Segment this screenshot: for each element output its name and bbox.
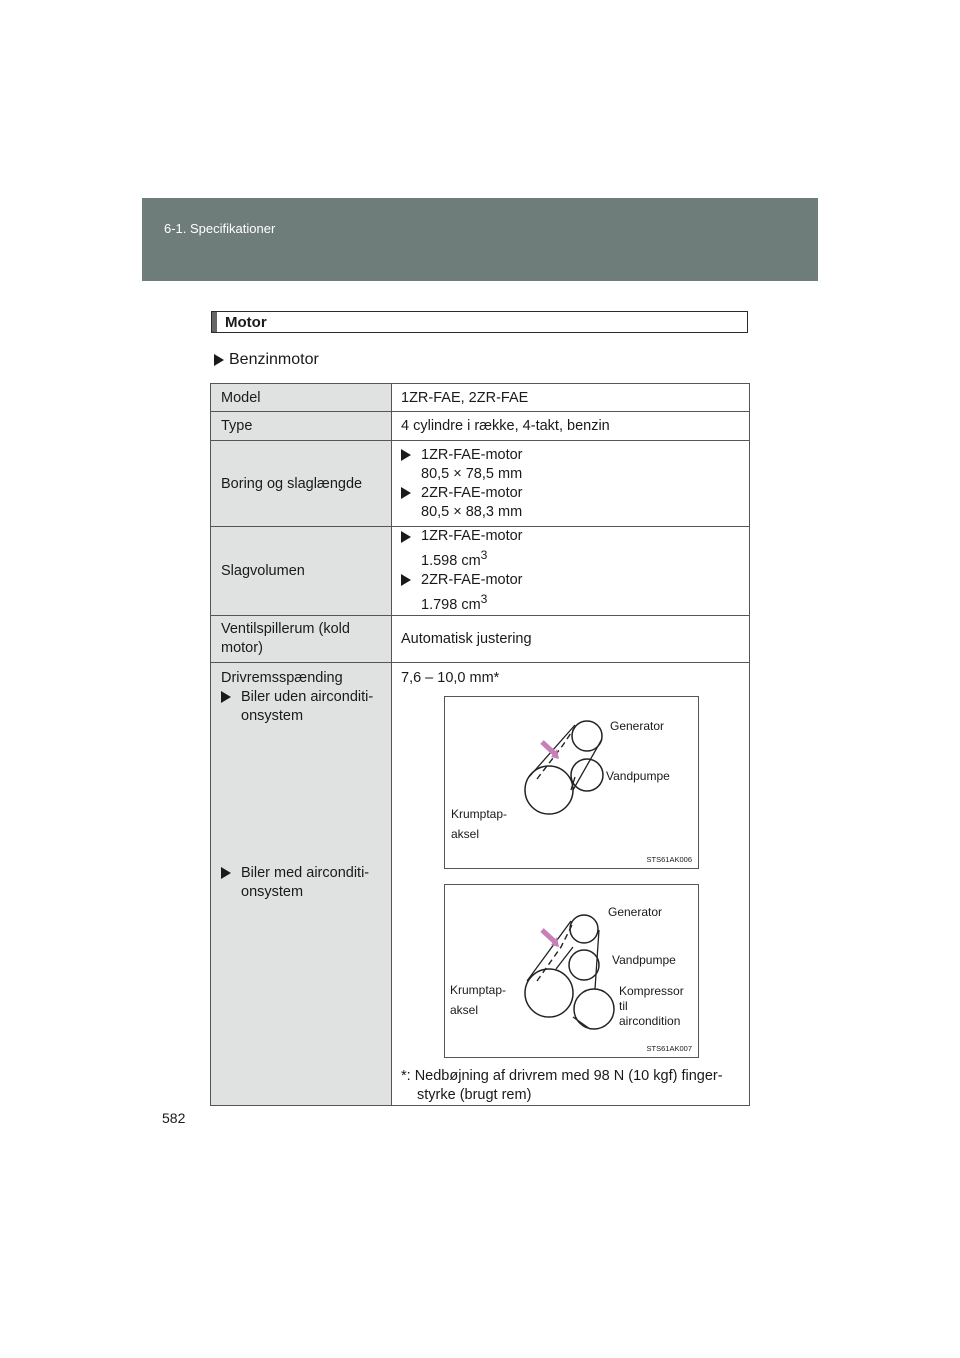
list-item: 2ZR-FAE-motor bbox=[401, 571, 739, 590]
triangle-bullet-icon bbox=[401, 487, 411, 499]
triangle-bullet-icon bbox=[221, 867, 231, 879]
specs-table bbox=[210, 383, 750, 1106]
row-label: Drivremsspænding Biler uden airconditi- onsystem Biler med airconditi- onsystem bbox=[211, 662, 392, 1105]
row-label: Type bbox=[211, 412, 392, 441]
triangle-bullet-icon bbox=[401, 531, 411, 543]
water-pump-label: Vandpumpe bbox=[606, 768, 670, 783]
crankshaft-label-line1: Krumptap- bbox=[451, 806, 508, 821]
row-value bbox=[392, 527, 750, 616]
table-row bbox=[211, 527, 750, 616]
generator-label: Generator bbox=[608, 904, 663, 919]
crankshaft-label-line1: Krumptap- bbox=[450, 982, 507, 997]
row-label: Ventilspillerum (kold motor) bbox=[211, 615, 392, 662]
list-item: 2ZR-FAE-motor bbox=[401, 484, 739, 503]
list-item: 1ZR-FAE-motor bbox=[401, 446, 739, 465]
list-item: Biler med airconditi- bbox=[221, 864, 381, 883]
section-breadcrumb: 6-1. Specifikationer bbox=[164, 221, 276, 236]
table-row bbox=[211, 384, 750, 412]
row-value bbox=[392, 441, 750, 527]
diagram-code: STS61AK006 bbox=[646, 854, 692, 864]
table-row bbox=[211, 412, 750, 441]
row-value: 7,6 – 10,0 mm* Generator Vandpumpe Krumptap- aksel STS61AK006 Generator Vandpumpe Krumptap- aksel Kompressor til aircondition STS61AK007 *: Nedbøjning af drivrem med 98 N (10 kgf) finger- styrke (brugt rem) bbox=[392, 662, 750, 1105]
row-value: Automatisk justering bbox=[392, 615, 750, 662]
ac-compressor-label-line2: til bbox=[619, 998, 628, 1013]
table-row bbox=[211, 441, 750, 527]
triangle-bullet-icon bbox=[214, 354, 224, 366]
list-item-value: 80,5 × 78,5 mm bbox=[421, 465, 523, 482]
table-row bbox=[211, 615, 750, 662]
page-header bbox=[142, 198, 818, 281]
section-title: Motor bbox=[225, 313, 267, 331]
row-value: 4 cylindre i række, 4-takt, benzin bbox=[392, 412, 750, 441]
row-label: Slagvolumen bbox=[211, 527, 392, 616]
section-title-box bbox=[211, 311, 748, 333]
crankshaft-label-line2: aksel bbox=[450, 1002, 479, 1017]
belt-diagram-with-ac bbox=[444, 884, 699, 1058]
subheading-text: Benzinmotor bbox=[229, 351, 319, 368]
footnote: *: Nedbøjning af drivrem med 98 N (10 kgf) finger- styrke (brugt rem) bbox=[401, 1067, 723, 1103]
belt-diagram-no-ac bbox=[444, 696, 699, 869]
triangle-bullet-icon bbox=[401, 449, 411, 461]
triangle-bullet-icon bbox=[401, 574, 411, 586]
row-value: 1ZR-FAE, 2ZR-FAE bbox=[392, 384, 750, 412]
list-item: Biler uden airconditi- bbox=[221, 688, 381, 707]
list-item-value: 80,5 × 88,3 mm bbox=[421, 503, 523, 520]
row-label: Model bbox=[211, 384, 392, 412]
crankshaft-label-line2: aksel bbox=[451, 826, 480, 841]
table-row bbox=[211, 662, 750, 1105]
water-pump-label: Vandpumpe bbox=[612, 952, 676, 967]
subheading bbox=[214, 351, 319, 369]
diagram-code: STS61AK007 bbox=[646, 1043, 692, 1053]
generator-label: Generator bbox=[610, 718, 665, 733]
page-number: 582 bbox=[162, 1110, 186, 1126]
ac-compressor-label-line3: aircondition bbox=[619, 1013, 681, 1028]
ac-compressor-label-line1: Kompressor bbox=[619, 983, 684, 998]
title-bar-accent bbox=[212, 312, 217, 332]
row-label: Boring og slaglængde bbox=[211, 441, 392, 527]
list-item-value: 1.798 $cm^3$ bbox=[421, 591, 488, 613]
list-item: 1ZR-FAE-motor bbox=[401, 527, 739, 546]
triangle-bullet-icon bbox=[221, 691, 231, 703]
list-item-value: 1.598 $cm^3$ bbox=[421, 548, 488, 569]
